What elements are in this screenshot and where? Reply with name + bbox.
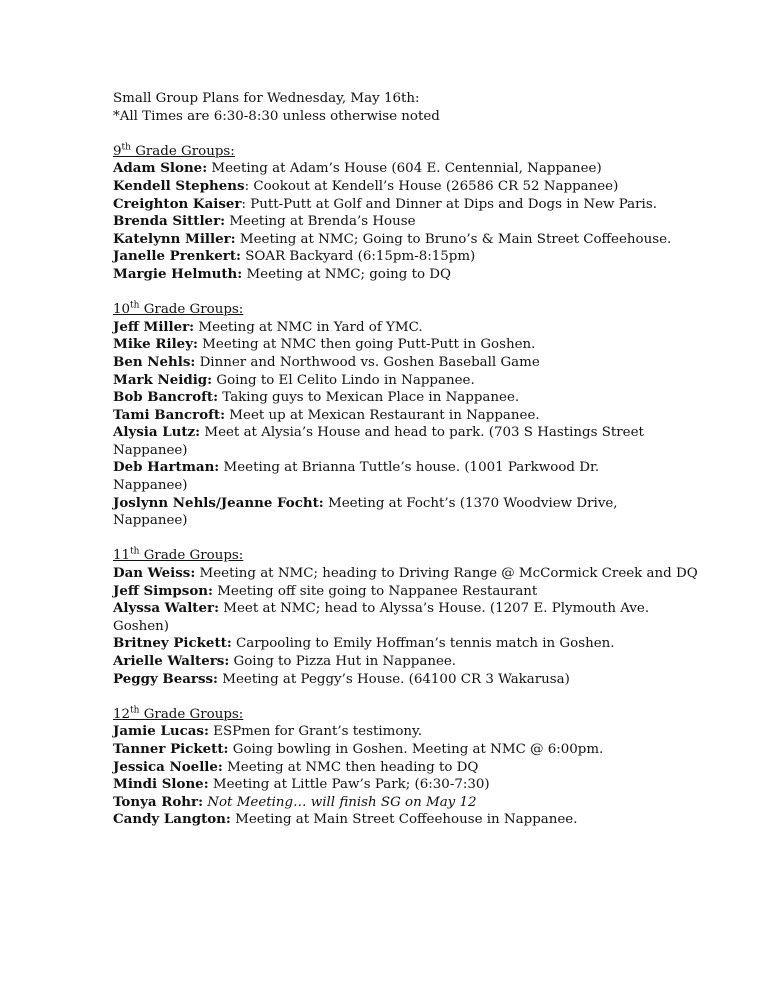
group-entry: [113, 266, 673, 284]
leader-name: Deb Hartman:: [113, 459, 220, 476]
group-entry: [113, 671, 673, 689]
group-entry: [113, 389, 673, 407]
group-entry: [113, 600, 673, 635]
group-plan: : Cookout at Kendell’s House (26586 CR 52 Nappanee): [244, 178, 619, 194]
group-plan: Meeting at NMC; going to DQ: [242, 266, 451, 282]
group-plan: Meeting at NMC then going Putt-Putt in Goshen.: [197, 337, 536, 353]
grade-suffix: th: [130, 705, 140, 716]
group-plan: Going bowling in Goshen. Meeting at NMC @ 6:00pm.: [228, 741, 604, 757]
grade-number: 12: [113, 706, 131, 722]
grade-number: 10: [113, 302, 131, 318]
group-plan: ESPmen for Grant’s testimony.: [208, 724, 423, 740]
section-header: [113, 706, 673, 724]
leader-name: Jeff Miller:: [113, 318, 195, 335]
spacer: [113, 688, 673, 706]
group-entry: [113, 565, 698, 583]
leader-name: Britney Pickett:: [113, 635, 232, 652]
section-header: [113, 143, 673, 161]
group-plan: : Putt-Putt at Golf and Dinner at Dips and Dogs in New Paris.: [241, 196, 657, 212]
group-entry: [113, 583, 673, 601]
grade-label: Grade Groups:: [139, 548, 244, 564]
group-plan: Carpooling to Emily Hoffman’s tennis match in Goshen.: [231, 636, 615, 652]
group-entry: [113, 459, 673, 494]
group-plan: Meeting at Brianna Tuttle’s house. (1001 Parkwood Dr. Nappanee): [113, 460, 600, 494]
spacer: [113, 530, 673, 548]
section-header: [113, 301, 673, 319]
grade-suffix: th: [121, 142, 131, 153]
group-plan: Meet up at Mexican Restaurant in Nappanee.: [225, 407, 540, 423]
group-entry: [113, 319, 673, 337]
leader-name: Kendell Stephens: [113, 177, 245, 194]
grade-number: 11: [113, 548, 131, 564]
spacer: [113, 125, 673, 143]
group-entry: [113, 495, 673, 530]
group-plan: Meeting off site going to Nappanee Restaurant: [212, 583, 538, 599]
leader-name: Candy Langton:: [113, 811, 231, 828]
grade-suffix: th: [130, 546, 140, 557]
group-entry: [113, 196, 673, 214]
spacer: [113, 284, 673, 302]
leader-name: Bob Bancroft:: [113, 389, 219, 406]
group-entry: [113, 407, 673, 425]
group-entry: [113, 231, 673, 249]
grade-label: Grade Groups:: [139, 302, 244, 318]
leader-name: Mike Riley:: [113, 336, 198, 353]
group-plan: SOAR Backyard (6:15pm-8:15pm): [240, 249, 476, 265]
group-entry: [113, 811, 673, 829]
group-entry: [113, 635, 673, 653]
leader-name: Brenda Sittler:: [113, 213, 226, 230]
leader-name: Alysia Lutz:: [113, 424, 201, 441]
group-plan: Dinner and Northwood vs. Goshen Baseball Game: [195, 354, 540, 370]
leader-name: Adam Slone:: [113, 160, 208, 177]
section-header: [113, 547, 673, 565]
leader-name: Margie Helmuth:: [113, 265, 243, 282]
leader-name: Tami Bancroft:: [113, 406, 226, 423]
leader-name: Dan Weiss:: [113, 565, 196, 582]
group-plan: Meeting at Main Street Coffeehouse in Nappanee.: [230, 812, 578, 828]
group-plan: Meet at Alysia’s House and head to park. (703 S Hastings Street Nappanee): [113, 425, 644, 458]
group-plan: Meeting at Peggy’s House. (64100 CR 3 Wakarusa): [218, 671, 570, 687]
group-entry: [113, 653, 673, 671]
group-plan: Meeting at NMC; Going to Bruno’s & Main Street Coffeehouse.: [235, 231, 672, 247]
leader-name: Mark Neidig:: [113, 371, 213, 388]
leader-name: Mindi Slone:: [113, 776, 209, 793]
group-entry: [113, 178, 673, 196]
group-entry: [113, 776, 673, 794]
group-plan: Not Meeting… will finish SG on May 12: [203, 794, 477, 810]
leader-name: Ben Nehls:: [113, 353, 196, 370]
grade-label: Grade Groups:: [130, 143, 235, 159]
times-note: *All Times are 6:30-8:30 unless otherwise noted: [113, 108, 440, 124]
leader-name: Arielle Walters:: [113, 653, 230, 669]
group-plan: Meeting at NMC in Yard of YMC.: [194, 319, 423, 335]
leader-name: Jamie Lucas:: [113, 723, 209, 740]
leader-name: Katelynn Miller:: [113, 230, 236, 247]
leader-name: Tanner Pickett:: [113, 740, 229, 757]
leader-name: Alyssa Walter:: [113, 600, 220, 617]
group-entry: [113, 213, 673, 231]
group-entry: [113, 741, 673, 759]
group-plan: Going to El Celito Lindo in Nappanee.: [212, 372, 475, 388]
group-plan: Meeting at Little Paw’s Park; (6:30-7:30): [208, 777, 490, 793]
leader-name: Janelle Prenkert:: [113, 248, 241, 265]
group-plan: Meeting at NMC; heading to Driving Range @ McCormick Creek and DQ: [195, 566, 698, 582]
group-entry: [113, 336, 673, 354]
group-entry: [113, 759, 673, 777]
grade-number: 9: [113, 143, 122, 159]
group-entry: [113, 723, 673, 741]
leader-name: Jeff Simpson:: [113, 582, 213, 599]
group-plan: Meeting at Focht’s (1370 Woodview Drive, Nappanee): [113, 495, 618, 529]
group-plan: Going to Pizza Hut in Nappanee.: [229, 654, 457, 669]
group-entry: [113, 248, 673, 266]
group-entry: [113, 794, 673, 812]
group-entry: [113, 424, 673, 459]
grade-suffix: th: [130, 300, 140, 311]
leader-name: Jessica Noelle:: [113, 758, 223, 775]
group-plan: Taking guys to Mexican Place in Nappanee.: [218, 390, 520, 406]
grade-label: Grade Groups:: [139, 706, 244, 722]
group-plan: Meeting at NMC then heading to DQ: [222, 759, 479, 775]
group-entry: [113, 160, 673, 178]
leader-name: Peggy Bearss:: [113, 670, 218, 687]
document-content: [113, 90, 698, 829]
leader-name: Creighton Kaiser: [113, 195, 242, 212]
leader-name: Joslynn Nehls/Jeanne Focht:: [113, 494, 324, 511]
group-entry: [113, 372, 673, 390]
group-plan: Meeting at Brenda’s House: [225, 214, 416, 230]
document-title: Small Group Plans for Wednesday, May 16th:: [113, 91, 420, 106]
group-plan: Meet at NMC; head to Alyssa’s House. (1207 E. Plymouth Ave. Goshen): [113, 601, 650, 634]
leader-name: Tonya Rohr:: [113, 793, 204, 810]
group-entry: [113, 354, 673, 372]
group-plan: Meeting at Adam’s House (604 E. Centennial, Nappanee): [207, 161, 602, 177]
